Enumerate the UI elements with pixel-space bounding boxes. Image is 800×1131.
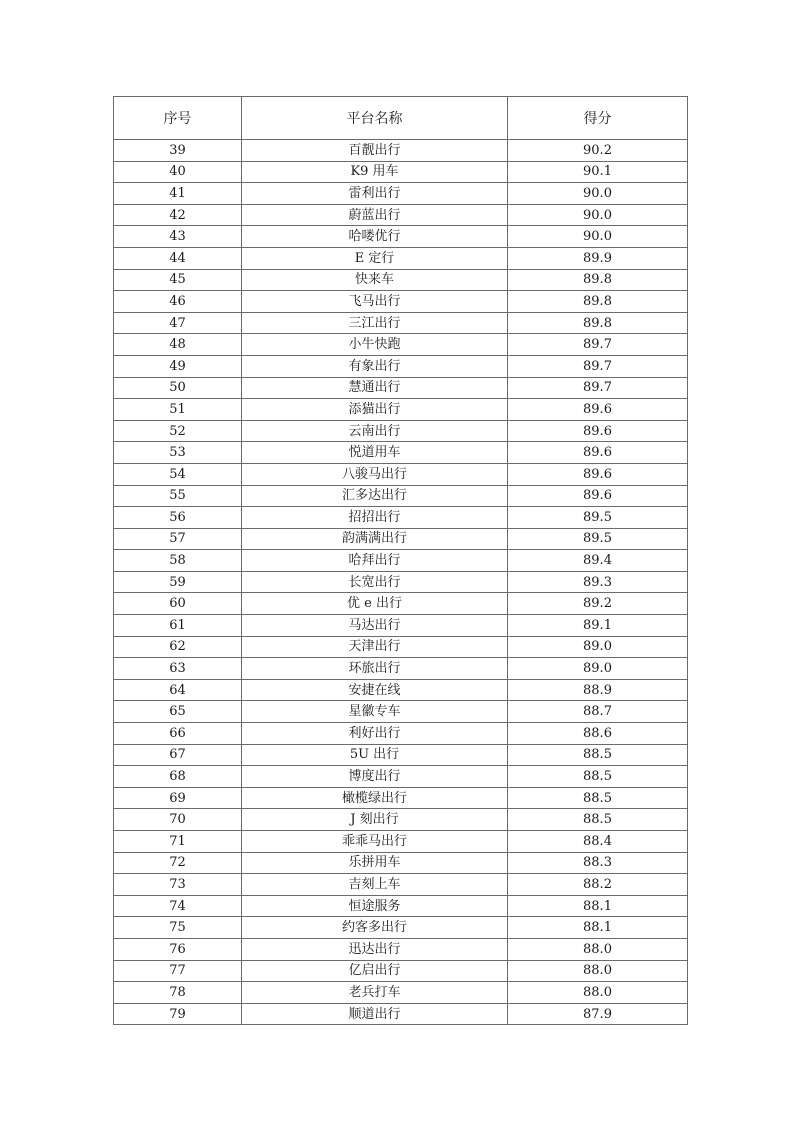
cell-index: 77 [114, 960, 242, 982]
table-row [114, 982, 688, 1004]
cell-platform-name: 慧通出行 [242, 377, 508, 399]
cell-score: 89.6 [508, 442, 688, 464]
cell-index: 48 [114, 334, 242, 356]
cell-platform-name: 添猫出行 [242, 399, 508, 421]
cell-platform-name: J 刻出行 [242, 809, 508, 831]
cell-score: 89.7 [508, 355, 688, 377]
table-row [114, 636, 688, 658]
table-row [114, 420, 688, 442]
cell-index: 68 [114, 766, 242, 788]
cell-score: 88.1 [508, 895, 688, 917]
cell-index: 70 [114, 809, 242, 831]
table-row [114, 658, 688, 680]
cell-index: 59 [114, 571, 242, 593]
cell-score: 89.9 [508, 247, 688, 269]
cell-index: 55 [114, 485, 242, 507]
table-row [114, 269, 688, 291]
cell-index: 46 [114, 291, 242, 313]
cell-platform-name: K9 用车 [242, 161, 508, 183]
table-row [114, 463, 688, 485]
cell-platform-name: 小牛快跑 [242, 334, 508, 356]
table-row [114, 528, 688, 550]
cell-index: 53 [114, 442, 242, 464]
table-row [114, 355, 688, 377]
cell-index: 57 [114, 528, 242, 550]
cell-index: 49 [114, 355, 242, 377]
cell-score: 88.2 [508, 874, 688, 896]
cell-platform-name: 迅达出行 [242, 938, 508, 960]
table-row [114, 377, 688, 399]
cell-platform-name: 橄榄绿出行 [242, 787, 508, 809]
table-row [114, 852, 688, 874]
cell-index: 47 [114, 312, 242, 334]
header-score: 得分 [508, 97, 688, 140]
cell-index: 44 [114, 247, 242, 269]
cell-index: 52 [114, 420, 242, 442]
cell-index: 71 [114, 831, 242, 853]
table-row [114, 679, 688, 701]
cell-platform-name: 飞马出行 [242, 291, 508, 313]
cell-platform-name: 百靓出行 [242, 140, 508, 162]
cell-index: 56 [114, 507, 242, 529]
table-row [114, 874, 688, 896]
cell-platform-name: 博度出行 [242, 766, 508, 788]
cell-platform-name: 马达出行 [242, 615, 508, 637]
table-row [114, 442, 688, 464]
cell-platform-name: 哈拜出行 [242, 550, 508, 572]
cell-platform-name: 蔚蓝出行 [242, 204, 508, 226]
cell-index: 79 [114, 1003, 242, 1025]
table-row [114, 226, 688, 248]
cell-platform-name: 快来车 [242, 269, 508, 291]
cell-score: 88.6 [508, 723, 688, 745]
table-row [114, 787, 688, 809]
cell-index: 43 [114, 226, 242, 248]
cell-index: 40 [114, 161, 242, 183]
table-row [114, 571, 688, 593]
cell-platform-name: 天津出行 [242, 636, 508, 658]
table-body [114, 140, 688, 1025]
cell-platform-name: 乐拼用车 [242, 852, 508, 874]
table-row [114, 247, 688, 269]
cell-platform-name: 利好出行 [242, 723, 508, 745]
table-row [114, 917, 688, 939]
cell-index: 72 [114, 852, 242, 874]
cell-score: 89.3 [508, 571, 688, 593]
table-row [114, 809, 688, 831]
cell-score: 89.6 [508, 463, 688, 485]
table-row [114, 723, 688, 745]
cell-score: 90.0 [508, 226, 688, 248]
cell-score: 89.8 [508, 269, 688, 291]
table-row [114, 938, 688, 960]
cell-score: 89.2 [508, 593, 688, 615]
cell-score: 88.5 [508, 766, 688, 788]
cell-index: 51 [114, 399, 242, 421]
cell-index: 45 [114, 269, 242, 291]
cell-score: 90.0 [508, 183, 688, 205]
cell-platform-name: 乖乖马出行 [242, 831, 508, 853]
header-platform-name: 平台名称 [242, 97, 508, 140]
cell-score: 88.3 [508, 852, 688, 874]
cell-score: 87.9 [508, 1003, 688, 1025]
cell-score: 88.4 [508, 831, 688, 853]
cell-score: 88.0 [508, 960, 688, 982]
cell-index: 78 [114, 982, 242, 1004]
table-row [114, 960, 688, 982]
table-row [114, 312, 688, 334]
cell-index: 50 [114, 377, 242, 399]
cell-platform-name: 恒途服务 [242, 895, 508, 917]
cell-index: 76 [114, 938, 242, 960]
cell-score: 90.2 [508, 140, 688, 162]
cell-index: 65 [114, 701, 242, 723]
cell-platform-name: 顺道出行 [242, 1003, 508, 1025]
cell-platform-name: 有象出行 [242, 355, 508, 377]
table-row [114, 744, 688, 766]
table-row [114, 183, 688, 205]
cell-score: 88.5 [508, 809, 688, 831]
cell-score: 89.5 [508, 507, 688, 529]
cell-platform-name: 老兵打车 [242, 982, 508, 1004]
header-index: 序号 [114, 97, 242, 140]
cell-score: 89.0 [508, 658, 688, 680]
table-row [114, 831, 688, 853]
cell-score: 88.1 [508, 917, 688, 939]
cell-score: 89.5 [508, 528, 688, 550]
table-row [114, 291, 688, 313]
cell-platform-name: 长宽出行 [242, 571, 508, 593]
cell-index: 60 [114, 593, 242, 615]
cell-index: 69 [114, 787, 242, 809]
cell-platform-name: 5U 出行 [242, 744, 508, 766]
cell-platform-name: 韵满满出行 [242, 528, 508, 550]
cell-index: 63 [114, 658, 242, 680]
cell-platform-name: 汇多达出行 [242, 485, 508, 507]
table-row [114, 615, 688, 637]
table-row [114, 593, 688, 615]
table-row [114, 550, 688, 572]
cell-index: 61 [114, 615, 242, 637]
table-row [114, 204, 688, 226]
cell-platform-name: 哈喽优行 [242, 226, 508, 248]
cell-score: 89.6 [508, 420, 688, 442]
table-header-row [114, 97, 688, 140]
cell-score: 88.7 [508, 701, 688, 723]
cell-score: 89.7 [508, 377, 688, 399]
cell-platform-name: E 定行 [242, 247, 508, 269]
cell-platform-name: 环旅出行 [242, 658, 508, 680]
cell-platform-name: 吉刻上车 [242, 874, 508, 896]
cell-index: 64 [114, 679, 242, 701]
cell-index: 54 [114, 463, 242, 485]
cell-score: 89.1 [508, 615, 688, 637]
table-row [114, 895, 688, 917]
table-row [114, 140, 688, 162]
cell-platform-name: 约客多出行 [242, 917, 508, 939]
cell-index: 66 [114, 723, 242, 745]
cell-score: 88.9 [508, 679, 688, 701]
table-row [114, 766, 688, 788]
cell-score: 89.7 [508, 334, 688, 356]
cell-index: 58 [114, 550, 242, 572]
table-row [114, 399, 688, 421]
table-row [114, 701, 688, 723]
table-row [114, 161, 688, 183]
cell-score: 89.8 [508, 312, 688, 334]
cell-score: 90.0 [508, 204, 688, 226]
cell-platform-name: 招招出行 [242, 507, 508, 529]
cell-score: 88.0 [508, 982, 688, 1004]
cell-index: 62 [114, 636, 242, 658]
platform-score-table [113, 96, 688, 1025]
cell-platform-name: 雷利出行 [242, 183, 508, 205]
cell-platform-name: 星徽专车 [242, 701, 508, 723]
cell-score: 89.6 [508, 485, 688, 507]
cell-platform-name: 八骏马出行 [242, 463, 508, 485]
cell-platform-name: 优 e 出行 [242, 593, 508, 615]
cell-index: 67 [114, 744, 242, 766]
cell-index: 41 [114, 183, 242, 205]
cell-platform-name: 三江出行 [242, 312, 508, 334]
table-row [114, 485, 688, 507]
table-row [114, 1003, 688, 1025]
cell-index: 42 [114, 204, 242, 226]
cell-score: 88.0 [508, 938, 688, 960]
table-row [114, 334, 688, 356]
cell-score: 90.1 [508, 161, 688, 183]
cell-score: 89.4 [508, 550, 688, 572]
cell-platform-name: 云南出行 [242, 420, 508, 442]
cell-platform-name: 悦道用车 [242, 442, 508, 464]
cell-index: 74 [114, 895, 242, 917]
cell-platform-name: 安捷在线 [242, 679, 508, 701]
cell-score: 88.5 [508, 744, 688, 766]
cell-score: 89.6 [508, 399, 688, 421]
cell-index: 73 [114, 874, 242, 896]
cell-index: 75 [114, 917, 242, 939]
table-row [114, 507, 688, 529]
cell-score: 88.5 [508, 787, 688, 809]
cell-score: 89.8 [508, 291, 688, 313]
cell-score: 89.0 [508, 636, 688, 658]
cell-index: 39 [114, 140, 242, 162]
cell-platform-name: 亿启出行 [242, 960, 508, 982]
